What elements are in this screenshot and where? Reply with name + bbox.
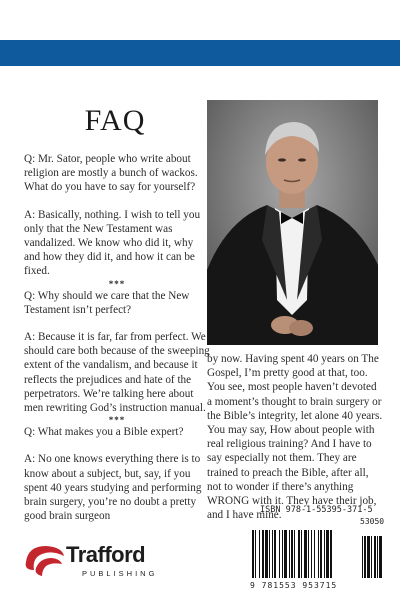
faq-left-column: [24, 152, 210, 523]
faq-title: FAQ: [84, 104, 146, 137]
question-bible-expert: Q: What makes you a Bible expert?: [24, 426, 184, 439]
question-why-care: Q: Why should we care that the New Testament isn’t perfect?: [24, 289, 190, 316]
faq-right-column: [207, 352, 383, 522]
question-wackos: Q: Mr. Sator, people who write about religion are mostly a bunch of wackos. What do you have to say for yourself?: [24, 153, 198, 194]
publisher-subtitle: PUBLISHING: [82, 569, 158, 578]
isbn-label: ISBN 978-1-55395-371-5: [260, 505, 373, 515]
publisher-name: Trafford: [66, 542, 146, 567]
answer-no-one-knows: A: No one knows everything there is to know about a subject, but, say, if you spent 40 years studying and performing brain surgery, you’re no doubt a pretty good brain surgeon: [24, 453, 202, 523]
answer-continuation: by now. Having spent 40 years on The Gospel, I’m pretty good at that, too. You see, most people haven’t devoted a moment’s thought to brain surgery or the Bible’s integrity, let alone 40 years. You may say, How about people with real religious training? And I have to say especially not them. They are trained to preach the Bible, after all, not to wonder if there’s anything WRONG with it. They have their job, and I have mine.: [207, 353, 383, 522]
barcode-graphic: [252, 530, 390, 580]
answer-far-from-perfect: A: Because it is far, far from perfect. We should care both because of the sweeping extent of the vandalism, and because it reflects the prejudices and hate of the perpetrators. We’re talking here about men rewriting God’s instruction manual.: [24, 331, 210, 415]
section-separator: ***: [108, 415, 126, 426]
publisher-logo: [22, 542, 182, 582]
author-photo: [207, 100, 378, 345]
price-code: 53050: [360, 517, 385, 526]
barcode-digits: 9 781553 953715: [250, 581, 338, 590]
top-blue-band: [0, 40, 400, 66]
trafford-swoosh-icon: [22, 542, 66, 578]
answer-vandalized: A: Basically, nothing. I wish to tell you only that the New Testament was vandalized. We know who did it, why and how they did it, and how it can be fixed.: [24, 208, 201, 278]
section-separator: ***: [108, 278, 126, 289]
